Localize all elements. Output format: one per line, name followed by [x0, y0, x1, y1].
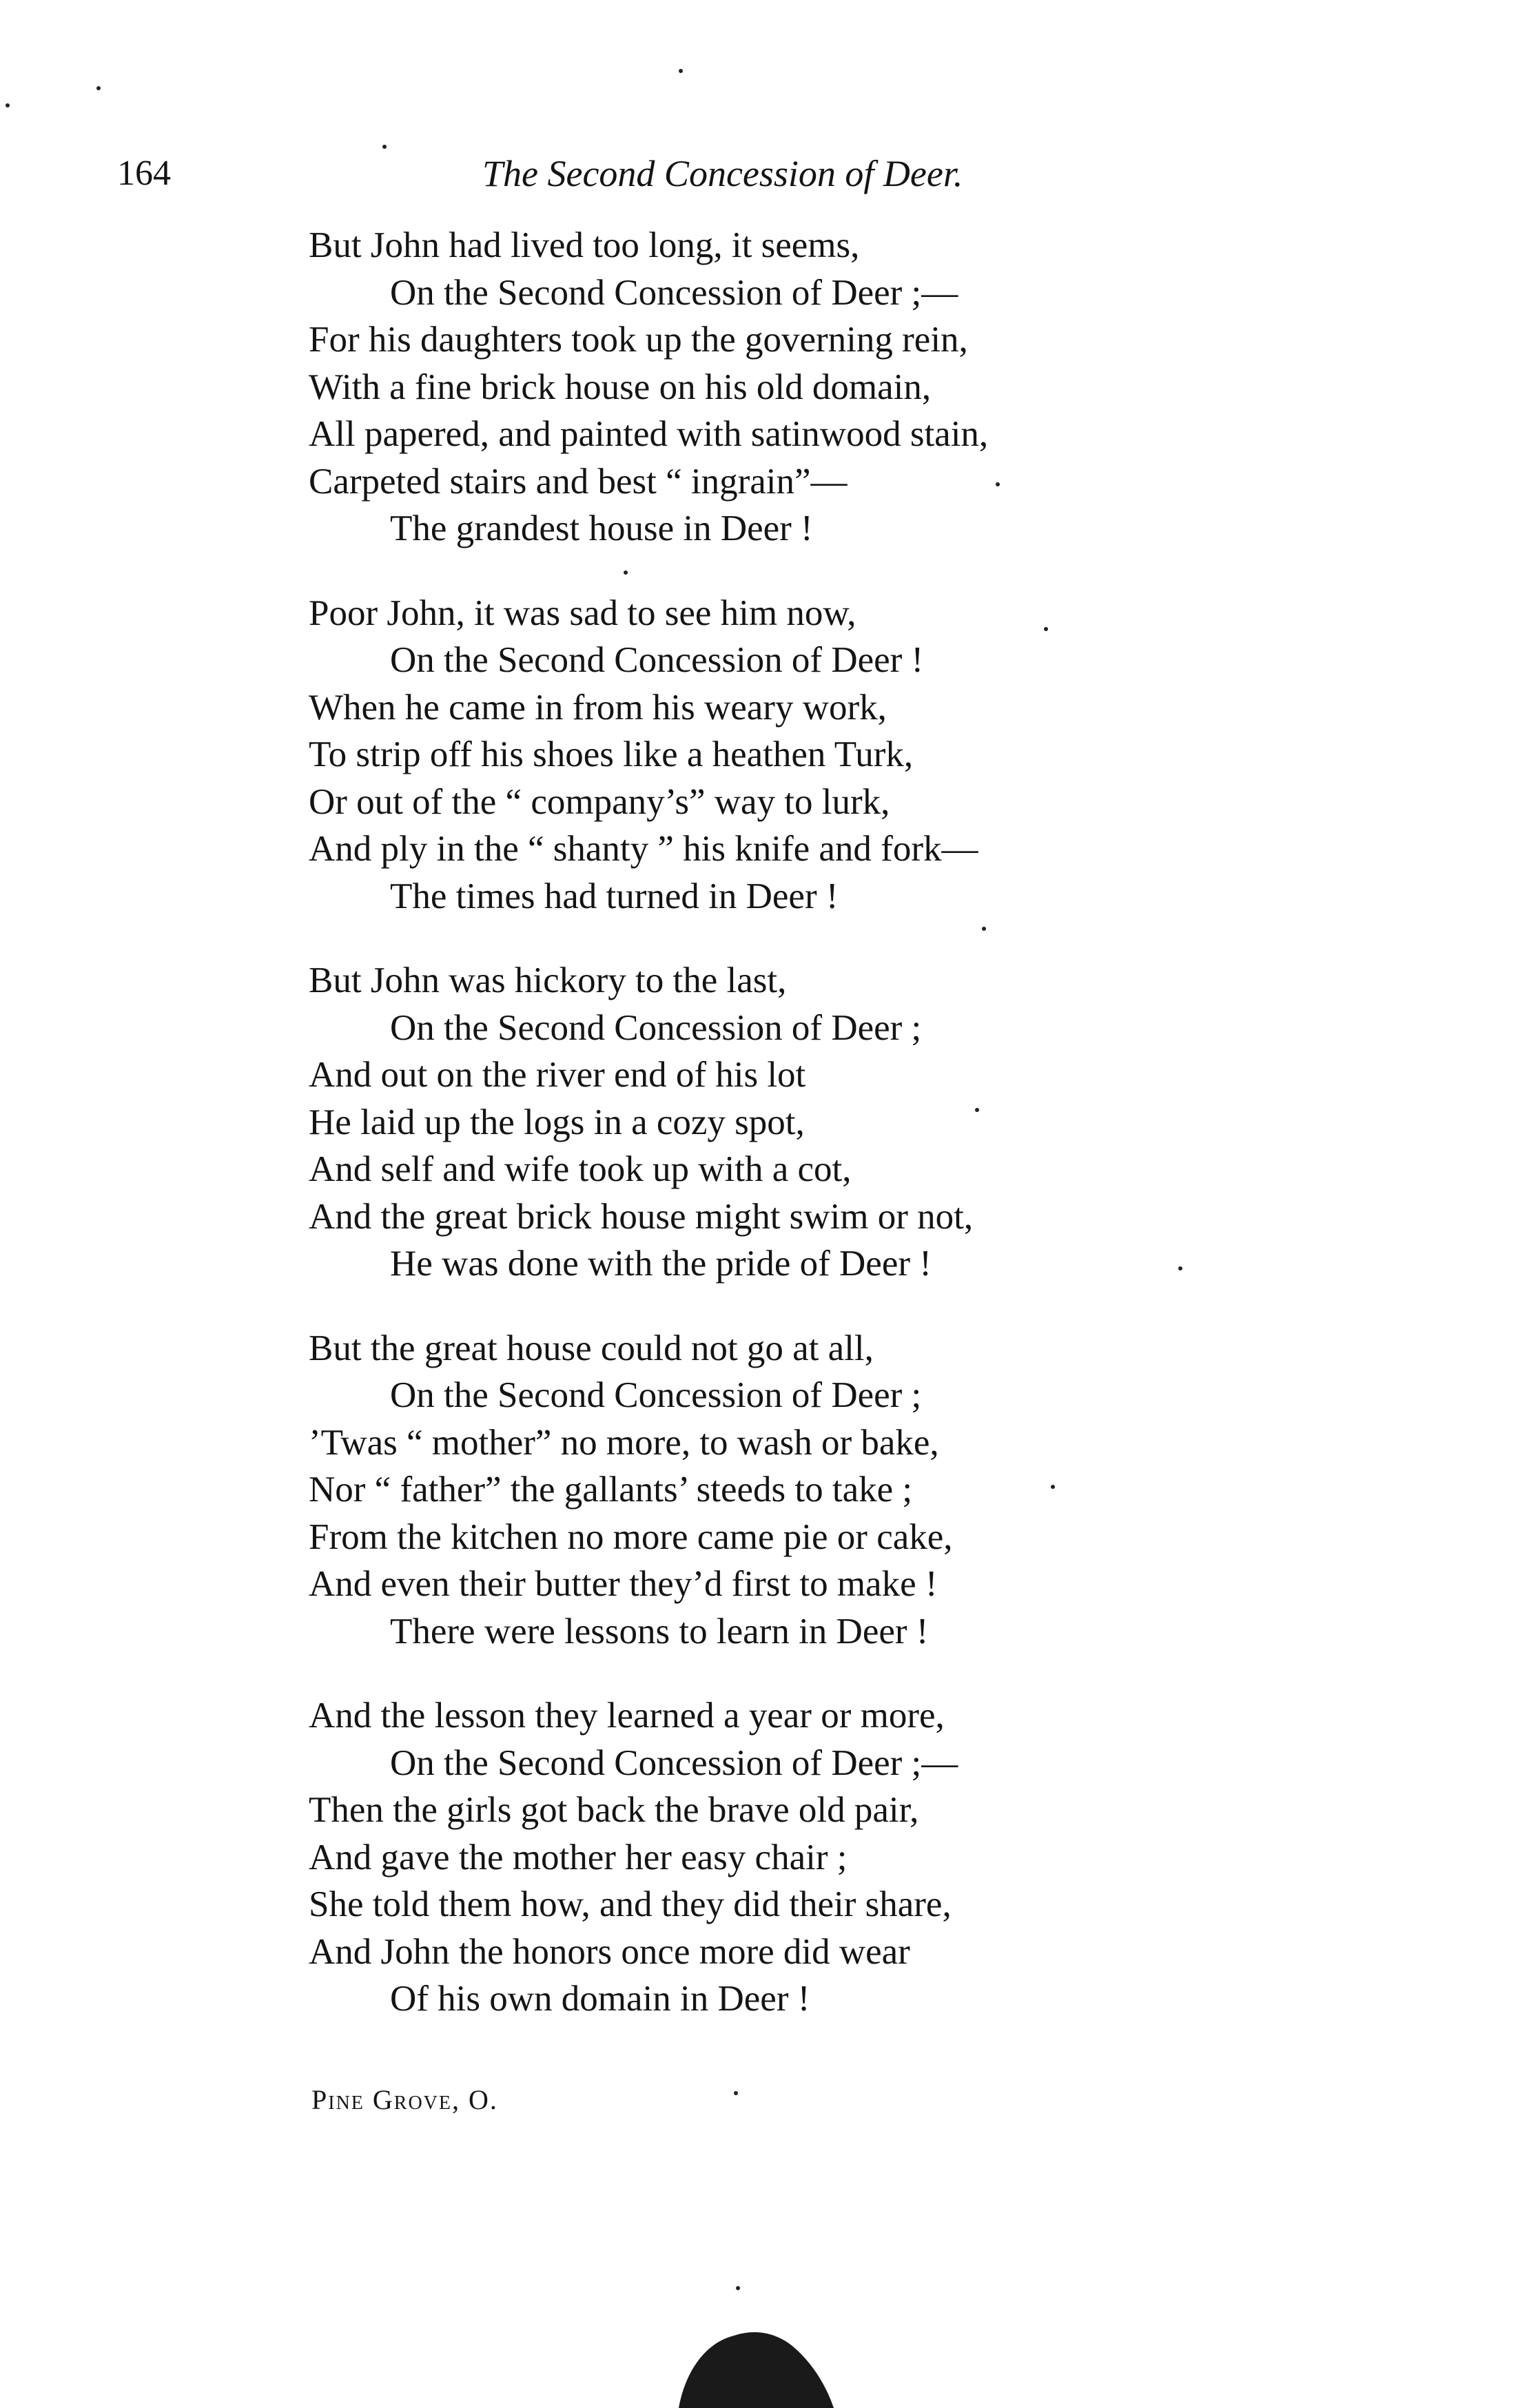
poem-line: He laid up the logs in a cozy spot,	[309, 1102, 805, 1142]
signature-place: Pine Grove, O.	[311, 2084, 498, 2115]
stanza-2	[309, 590, 1204, 920]
stanza-4	[309, 1325, 1204, 1656]
scan-speck	[624, 570, 628, 575]
poem-line: Or out of the “ company’s” way to lurk,	[309, 781, 890, 822]
poem-line: And gave the mother her easy chair ;	[309, 1837, 848, 1877]
refrain-line: On the Second Concession of Deer !	[390, 640, 924, 680]
poem	[309, 222, 1204, 2060]
poem-line: ’Twas “ mother” no more, to wash or bake,	[309, 1422, 939, 1463]
poem-line: When he came in from his weary work,	[309, 687, 887, 728]
poem-line: But John was hickory to the last,	[309, 960, 787, 1000]
scan-speck	[382, 145, 387, 149]
poem-line: Nor “ father” the gallants’ steeds to take ;	[309, 1470, 913, 1510]
ink-blot	[665, 2305, 837, 2408]
scan-speck	[1051, 1485, 1055, 1489]
page-number: 164	[117, 154, 171, 193]
scan-speck	[734, 2091, 738, 2095]
closing-line: The times had turned in Deer !	[390, 876, 839, 916]
scan-speck	[996, 482, 1000, 486]
poem-line: Carpeted stairs and best “ ingrain”—	[309, 461, 848, 502]
closing-line: The grandest house in Deer !	[390, 508, 813, 548]
poem-line: To strip off his shoes like a heathen Turk,	[309, 734, 914, 774]
stanza-3	[309, 957, 1204, 1288]
scan-speck	[1178, 1266, 1182, 1270]
poem-line: With a fine brick house on his old domain,	[309, 367, 932, 407]
refrain-line: On the Second Concession of Deer ;—	[390, 272, 958, 313]
poem-line: All papered, and painted with satinwood stain,	[309, 414, 989, 454]
refrain-line: On the Second Concession of Deer ;—	[390, 1742, 958, 1783]
poem-line: And John the honors once more did wear	[309, 1931, 910, 1972]
poem-line: Then the girls got back the brave old pair,	[309, 1790, 919, 1830]
poem-line: But John had lived too long, it seems,	[309, 225, 860, 265]
closing-line: There were lessons to learn in Deer !	[390, 1611, 929, 1651]
poem-line: Poor John, it was sad to see him now,	[309, 593, 856, 633]
scan-speck	[1044, 627, 1048, 631]
scan-speck	[736, 2286, 740, 2290]
refrain-line: On the Second Concession of Deer ;	[390, 1007, 922, 1048]
poem-line: And the lesson they learned a year or more,	[309, 1696, 945, 1736]
poem-line: And even their butter they’d first to make !	[309, 1564, 938, 1604]
refrain-line: On the Second Concession of Deer ;	[390, 1375, 922, 1415]
scan-speck	[975, 1108, 979, 1112]
scan-speck	[679, 69, 683, 73]
poem-line: For his daughters took up the governing rein,	[309, 320, 968, 360]
stanza-5	[309, 1692, 1204, 2023]
scan-speck	[96, 86, 101, 90]
poem-line: And ply in the “ shanty ” his knife and fork—	[309, 829, 978, 869]
running-title: The Second Concession of Deer.	[482, 153, 963, 194]
scan-speck	[982, 927, 986, 931]
poem-line: And self and wife took up with a cot,	[309, 1149, 852, 1189]
scan-speck	[6, 103, 10, 107]
stanza-1	[309, 222, 1204, 553]
poem-line: But the great house could not go at all,	[309, 1328, 874, 1368]
running-head	[117, 146, 999, 201]
poem-line: From the kitchen no more came pie or cake,	[309, 1516, 953, 1557]
closing-line: He was done with the pride of Deer !	[390, 1244, 932, 1284]
closing-line: Of his own domain in Deer !	[390, 1979, 810, 2019]
poem-line: And the great brick house might swim or not,	[309, 1196, 974, 1237]
poem-line: And out on the river end of his lot	[309, 1055, 806, 1095]
poem-line: She told them how, and they did their share,	[309, 1884, 952, 1924]
